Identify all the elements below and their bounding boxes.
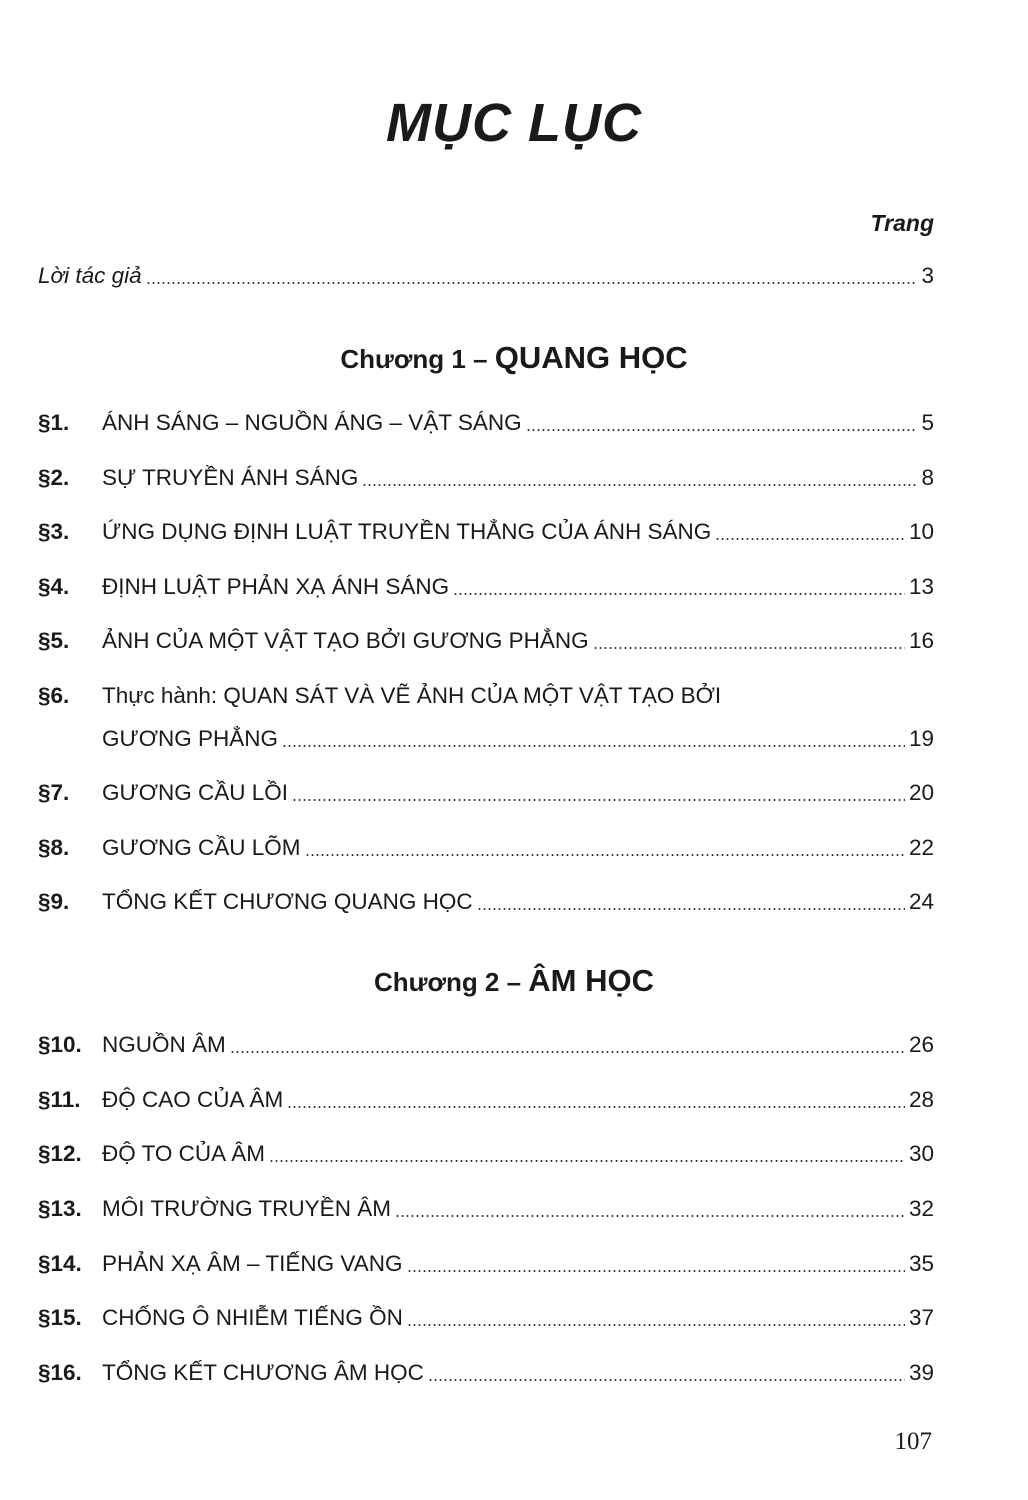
dot-leader: [230, 1051, 905, 1053]
toc-entry-continuation[interactable]: [102, 723, 934, 755]
chapter-name: QUANG HỌC: [494, 340, 688, 375]
toc-entry-page: 5: [921, 410, 934, 435]
toc-entry-page: 26: [908, 1032, 934, 1057]
toc-entry-multiline[interactable]: [38, 680, 934, 712]
toc-entry-number: §8.: [38, 835, 70, 860]
page-title: MỤC LỤC: [386, 93, 642, 153]
toc-entry-label: CHỐNG Ô NHIỄM TIẾNG ỒN: [102, 1305, 403, 1330]
toc-entry-label: GƯƠNG CẦU LÕM: [102, 835, 301, 860]
toc-entry[interactable]: [38, 571, 934, 603]
toc-entry-label: TỔNG KẾT CHƯƠNG QUANG HỌC: [102, 889, 473, 914]
toc-entry-page: 39: [908, 1360, 934, 1385]
toc-entry-label: ĐỘ TO CỦA ÂM: [102, 1141, 265, 1166]
toc-entry[interactable]: [38, 1193, 934, 1225]
toc-entry-preface[interactable]: [38, 260, 934, 292]
page-column-header: Trang: [870, 210, 934, 236]
toc-entry-number: §2.: [38, 465, 70, 490]
dot-leader: [395, 1215, 905, 1217]
toc-entry[interactable]: [38, 407, 934, 439]
toc-entry-page: 19: [908, 726, 934, 751]
chapter-prefix: Chương 1 –: [340, 344, 495, 374]
toc-entry-page: 37: [908, 1305, 934, 1330]
toc-entry-label: PHẢN XẠ ÂM – TIẾNG VANG: [102, 1251, 403, 1276]
chapter-heading-1: [0, 340, 1028, 376]
toc-entry[interactable]: [38, 625, 934, 657]
toc-entry-page: 16: [908, 628, 934, 653]
dot-leader: [428, 1379, 905, 1381]
toc-entry[interactable]: [38, 462, 934, 494]
dot-leader: [269, 1160, 905, 1162]
toc-entry-page: 8: [921, 465, 934, 490]
toc-entry-number: §13.: [38, 1196, 82, 1221]
toc-entry-number: §1.: [38, 410, 70, 435]
dot-leader: [292, 799, 905, 801]
toc-entry[interactable]: [38, 1084, 934, 1116]
toc-entry-label: Lời tác giả: [38, 263, 142, 288]
toc-entry-label: MÔI TRƯỜNG TRUYỀN ÂM: [102, 1196, 391, 1221]
toc-entry-label: ĐỊNH LUẬT PHẢN XẠ ÁNH SÁNG: [102, 574, 450, 599]
toc-entry[interactable]: [38, 777, 934, 809]
toc-entry-label: TỔNG KẾT CHƯƠNG ÂM HỌC: [102, 1360, 424, 1385]
toc-entry[interactable]: [38, 832, 934, 864]
toc-entry-number: §15.: [38, 1305, 82, 1330]
chapter-prefix: Chương 2 –: [373, 967, 529, 997]
dot-leader: [305, 854, 905, 856]
toc-entry-number: §7.: [38, 780, 70, 805]
dot-leader: [715, 538, 905, 540]
toc-entry[interactable]: [38, 1029, 934, 1061]
toc-entry-number: §3.: [38, 519, 70, 544]
toc-entry-number: §6.: [38, 683, 70, 708]
toc-entry-label: ÁNH SÁNG – NGUỒN ÁNG – VẬT SÁNG: [102, 410, 522, 435]
toc-entry[interactable]: [38, 1302, 934, 1334]
toc-entry-page: 32: [908, 1196, 934, 1221]
toc-entry-label-continued: GƯƠNG PHẲNG: [102, 726, 279, 751]
dot-leader: [362, 484, 917, 486]
toc-entry-label: GƯƠNG CẦU LỒI: [102, 780, 289, 805]
toc-entry-page: 24: [908, 889, 934, 914]
toc-entry-label: ẢNH CỦA MỘT VẬT TẠO BỞI GƯƠNG PHẲNG: [102, 628, 589, 653]
dot-leader: [453, 593, 905, 595]
toc-entry-number: §5.: [38, 628, 70, 653]
dot-leader: [477, 908, 905, 910]
toc-entry-page: 35: [908, 1251, 934, 1276]
toc-entry-page: 3: [921, 263, 934, 288]
toc-entry-label: ĐỘ CAO CỦA ÂM: [102, 1087, 284, 1112]
toc-entry-number: §11.: [38, 1087, 81, 1112]
toc-entry-label: NGUỒN ÂM: [102, 1032, 226, 1057]
toc-entry[interactable]: [38, 1248, 934, 1280]
toc-entry-page: 20: [908, 780, 934, 805]
chapter-heading-2: [0, 963, 1028, 999]
toc-entry[interactable]: [38, 1138, 934, 1170]
toc-entry-number: §14.: [38, 1251, 82, 1276]
toc-entry-number: §16.: [38, 1360, 82, 1385]
toc-entry-number: §4.: [38, 574, 70, 599]
dot-leader: [407, 1324, 905, 1326]
dot-leader: [287, 1106, 905, 1108]
dot-leader: [407, 1270, 905, 1272]
chapter-name: ÂM HỌC: [528, 963, 655, 998]
dot-leader: [146, 282, 918, 284]
dot-leader: [526, 429, 918, 431]
toc-entry[interactable]: [38, 1357, 934, 1389]
toc-entry-label: Thực hành: QUAN SÁT VÀ VẼ ẢNH CỦA MỘT VẬT TẠO BỞI: [102, 683, 722, 708]
toc-entry-label: SỰ TRUYỀN ÁNH SÁNG: [102, 465, 359, 490]
page-number: 107: [894, 1428, 932, 1455]
toc-entry-page: 28: [908, 1087, 934, 1112]
toc-entry[interactable]: [38, 516, 934, 548]
toc-entry-number: §9.: [38, 889, 70, 914]
toc-entry-page: 13: [908, 574, 934, 599]
toc-entry-page: 30: [908, 1141, 934, 1166]
dot-leader: [593, 647, 905, 649]
toc-entry-number: §10.: [38, 1032, 82, 1057]
toc-entry-label: ỨNG DỤNG ĐỊNH LUẬT TRUYỀN THẲNG CỦA ÁNH SÁNG: [102, 519, 712, 544]
toc-entry[interactable]: [38, 886, 934, 918]
toc-entry-page: 22: [908, 835, 934, 860]
toc-entry-page: 10: [908, 519, 934, 544]
toc-entry-number: §12.: [38, 1141, 82, 1166]
dot-leader: [282, 745, 905, 747]
